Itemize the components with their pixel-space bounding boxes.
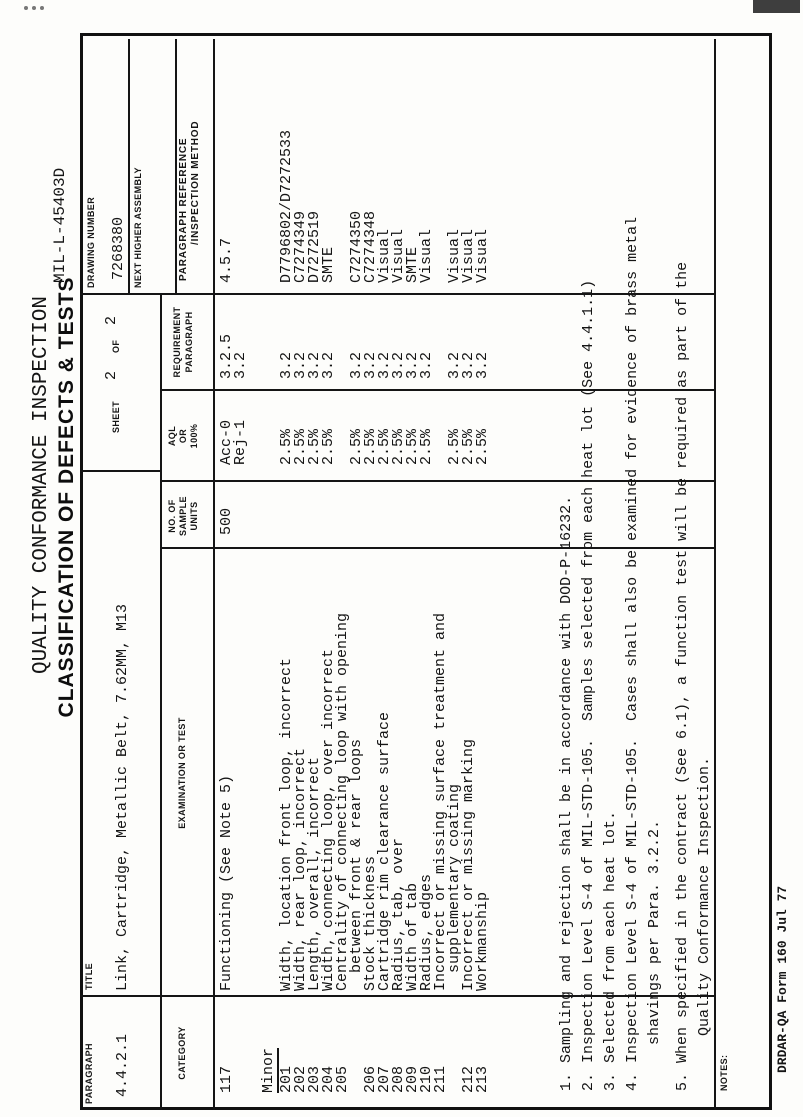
category-cell: 203 (306, 1065, 323, 1093)
note-line: Selected from each heat lot. (602, 810, 619, 1063)
aql-cell: 2.5% (390, 428, 407, 465)
requirement-cell: 3.2 (292, 351, 309, 379)
reference-cell: Visual (446, 228, 463, 283)
title-label: TITLE (84, 963, 94, 990)
grid-line-nha-bottom (175, 39, 177, 295)
reference-cell: Visual (390, 228, 407, 283)
aql-cell: Acc-0 (218, 419, 235, 465)
examination-cell: supplementary coating (446, 783, 463, 991)
aql-cell: 2.5% (278, 428, 295, 465)
col-aql-label-2: OR (178, 428, 188, 444)
examination-cell: Stock thickness (362, 855, 379, 991)
col-category-label: CATEGORY (177, 1026, 187, 1080)
reference-cell: C7274349 (292, 210, 309, 283)
reference-cell: Visual (460, 228, 477, 283)
examination-cell: Radius, edges (418, 873, 435, 991)
reference-cell: SMTE (404, 246, 421, 283)
reference-cell: Visual (474, 228, 491, 283)
grid-line-header-bottom (160, 293, 162, 1110)
note-number: 4. (624, 1072, 641, 1091)
reference-cell: D7272519 (306, 210, 323, 283)
aql-cell: 2.5% (348, 428, 365, 465)
aql-cell: 2.5% (446, 428, 463, 465)
aql-cell: 2.5% (418, 428, 435, 465)
category-cell: 211 (432, 1065, 449, 1093)
grid-line-colheader-bottom (213, 39, 215, 1110)
note-line: Inspection Level S-4 of MIL-STD-105. Cases shall also be examined for evidence of brass metal (624, 216, 641, 1063)
reference-cell: 4.5.7 (218, 237, 235, 283)
requirement-cell: 3.2 (446, 351, 463, 379)
requirement-cell: 3.2 (232, 351, 249, 379)
drawing-number-label: DRAWING NUMBER (86, 196, 96, 288)
category-cell: 213 (474, 1065, 491, 1093)
aql-cell: 2.5% (362, 428, 379, 465)
col-reference-label-1: PARAGRAPH REFERENCE (178, 137, 189, 281)
sheet-label: SHEET (111, 400, 121, 433)
category-cell: 205 (334, 1065, 351, 1093)
col-reference-label-2: /INSPECTION METHOD (190, 120, 201, 245)
category-cell: 204 (320, 1065, 337, 1093)
spec-number: MIL-L-45403D (51, 167, 69, 283)
col-aql-label-3: 100% (189, 423, 199, 449)
examination-cell: Width of tab (404, 882, 421, 991)
category-cell: 208 (390, 1065, 407, 1093)
reference-cell: C7274350 (348, 210, 365, 283)
category-cell: 202 (292, 1065, 309, 1093)
col-sample-label-2: SAMPLE (178, 496, 188, 536)
requirement-cell: 3.2 (320, 351, 337, 379)
scan-artifact-dot (32, 6, 36, 10)
reference-cell: Visual (418, 228, 435, 283)
note-number: 3. (602, 1072, 619, 1091)
category-cell: 212 (460, 1065, 477, 1093)
col-requirement-label-2: PARAGRAPH (184, 311, 194, 373)
note-line: Inspection Level S-4 of MIL-STD-105. Samples selected from each heat lot (See 4.4.1.1) (580, 279, 597, 1063)
requirement-cell: 3.2 (390, 351, 407, 379)
examination-cell: Functioning (See Note 5) (218, 774, 235, 991)
requirement-cell: 3.2 (348, 351, 365, 379)
requirement-cell: 3.2 (278, 351, 295, 379)
paragraph-value: 4.4.2.1 (114, 1033, 131, 1097)
note-line: Sampling and rejection shall be in accordance with DOD-P-16232. (558, 495, 575, 1063)
category-cell: 201 (278, 1065, 295, 1093)
category-cell: 210 (418, 1065, 435, 1093)
col-aql-label-1: AQL (167, 425, 177, 447)
examination-cell: Width, connecting loop, over incorrect (320, 648, 337, 991)
aql-cell: 2.5% (474, 428, 491, 465)
requirement-cell: 3.2 (376, 351, 393, 379)
note-number: 2. (580, 1072, 597, 1091)
requirement-cell: 3.2 (474, 351, 491, 379)
reference-cell: Visual (376, 228, 393, 283)
grid-line-title-sheet (80, 470, 160, 472)
examination-cell: Incorrect or missing marking (460, 738, 477, 991)
reference-cell: D7796802/D7272533 (278, 129, 295, 283)
page-heading: QUALITY CONFORMANCE INSPECTION (30, 295, 53, 675)
grid-line-drawing-divider (128, 39, 130, 295)
requirement-cell: 3.2 (418, 351, 435, 379)
examination-cell: Incorrect or missing surface treatment and (432, 612, 449, 991)
note-number: 5. (674, 1072, 691, 1091)
note-number: 1. (558, 1072, 575, 1091)
note-line: shavings per Para. 3.2.2. (646, 819, 663, 1063)
col-sample-label-3: UNITS (189, 501, 199, 531)
requirement-cell: 3.2 (460, 351, 477, 379)
notes-label: NOTES: (719, 1054, 729, 1091)
examination-cell: Width, rear loop, incorrect (292, 747, 309, 991)
requirement-cell: 3.2 (362, 351, 379, 379)
examination-cell: Length, overall, incorrect (306, 756, 323, 991)
sheet-total: 2 (103, 315, 120, 325)
title-value: Link, Cartridge, Metallic Belt, 7.62MM, M13 (114, 603, 131, 991)
category-cell: 117 (218, 1065, 235, 1093)
sample-units-cell: 500 (218, 507, 235, 535)
category-cell: 206 (362, 1065, 379, 1093)
examination-cell: Width, location front loop, incorrect (278, 657, 295, 991)
form-title: CLASSIFICATION OF DEFECTS & TESTS (55, 276, 78, 718)
note-line: Quality Conformance Inspection. (696, 756, 713, 1063)
aql-cell: 2.5% (306, 428, 323, 465)
examination-cell: between front & rear loops (348, 738, 365, 991)
paragraph-label: PARAGRAPH (84, 1043, 94, 1104)
scan-artifact-mark (753, 0, 800, 13)
examination-cell: Centrality of connecting loop with opening (334, 612, 351, 991)
aql-cell: 2.5% (460, 428, 477, 465)
col-sample-label-1: NO. OF (167, 499, 177, 533)
requirement-cell: 3.2 (306, 351, 323, 379)
scan-artifact-dot (40, 6, 44, 10)
sheet-of-label: OF (111, 339, 121, 353)
category-cell: Minor (260, 1047, 277, 1093)
aql-cell: 2.5% (320, 428, 337, 465)
requirement-cell: 3.2 (404, 351, 421, 379)
examination-cell: Cartridge rim clearance surface (376, 711, 393, 991)
aql-cell: 2.5% (292, 428, 309, 465)
scan-artifact-dot (24, 6, 28, 10)
drawing-number-value: 7268380 (110, 216, 127, 280)
form-number: DRDAR-QA Form 160 Jul 77 (775, 885, 790, 1073)
col-examination-label: EXAMINATION OR TEST (177, 717, 187, 829)
col-requirement-label-1: REQUIREMENT (172, 306, 182, 378)
requirement-cell: 3.2.5 (218, 333, 235, 379)
examination-cell: Radius, tab, over (390, 837, 407, 991)
reference-cell: SMTE (320, 246, 337, 283)
category-cell: 209 (404, 1065, 421, 1093)
note-line: When specified in the contract (See 6.1), a function test will be required as part of the (674, 261, 691, 1063)
next-higher-assembly-label: NEXT HIGHER ASSEMBLY (133, 167, 143, 288)
examination-cell: Workmanship (474, 891, 491, 991)
aql-cell: 2.5% (376, 428, 393, 465)
sheet-number: 2 (103, 370, 120, 380)
reference-cell: C7274348 (362, 210, 379, 283)
grid-line-notes-band (714, 39, 716, 1110)
category-cell: 207 (376, 1065, 393, 1093)
aql-cell: 2.5% (404, 428, 421, 465)
aql-cell: Rej-1 (232, 419, 249, 465)
